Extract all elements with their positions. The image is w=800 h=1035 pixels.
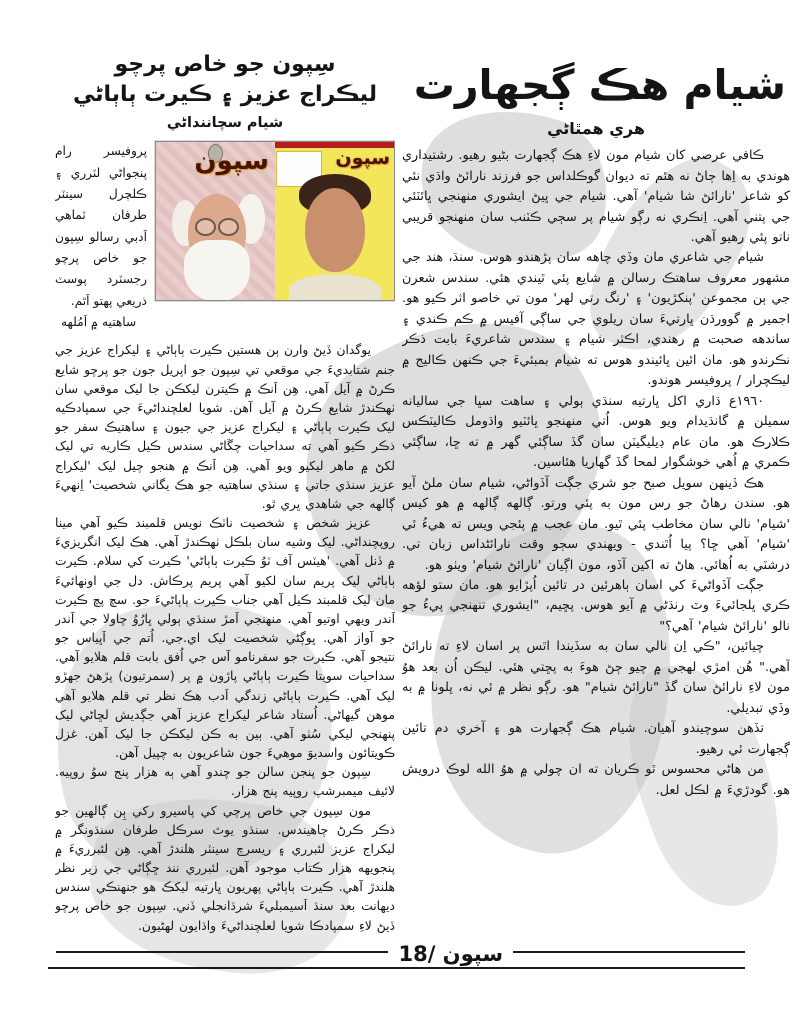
side-note	[55, 141, 147, 333]
portrait-glasses	[194, 218, 240, 234]
side-note-text: پروفيسر رام پنجواڻي لٽرري ۽ ڪلچرل سينٽر طرفان ٽماهي اَدبي رسالو سِپون جو خاص پرچو رجسٽرد پوسٽ ذريعي پهتو اَٿم.	[55, 144, 147, 308]
sipoon-cover-young-portrait	[275, 142, 394, 300]
article-paragraph: ڪافي عرصي کان شيام مون لاءِ هڪ ڳجھارت بڻيو رهيو. رشتيداري هوندي به اِها ڄاڻ نه هئم ته ديوان گوڪلداس جو فرزند نارائڻ واڌي نئي کو شاعر 'نارائڻ شا شيام' آهي. شيام جي ڀيڻ ايشوري منهنجي ڀائٽئي جي پتني آهي. اِنڪري نه رڳو شيام پر سڄي ڪٽنب سان منهنجو قريبي ناتو پئي رهيو آهي.	[402, 148, 790, 246]
article-column	[402, 62, 790, 942]
review-paragraph: يوگدان ڏيڻ وارن ٻن هستين ڪيرت ٻاٻاڻي ۽ ليکراج عزيز جي جنم شتابديءَ جي موقعي تي سِپون جو اپريل جون جو پرچو شايع ڪرڻ ۾ آيل آهي. هِن اَنڪ ۾ ڪيترن ليکڪن جا ليک موقعي سان ٺهڪندڙ شايع ڪرڻ ۾ آيل آهن. شويا لعلچنداڻيءَ جي سمپادڪيه ليک ڪيرت ٻاٻاڻي ۽ ليکراج عزيز جي جيون ۽ ساهتيڪ سفر جو ذڪر ڪيو آهي ته سداحيات چڱاڻي سندس ڪيل ڪاريه تي ليک لکڻ ۾ ماهر ليکيو ويو آهي. هِن اَنڪ ۾ هنجو چيل ليک 'ليکراج عزيز سنڌي جاتي ۽ سنڌي ساهتيه جو هڪ يگاني شخصيت' اِنهيءَ ڳالهه جي شاهدي ڀري ٿو.	[55, 343, 395, 511]
review-paragraph: مون سِپون جي خاص پرچي کي پاسيرو رکي ٻِن ڳالهين جو ذڪر ڪرڻ چاهيندس. سنڌو يوٿ سرڪل طرفان سنڌونگر ۾ ليکراج عزيز لئبرري ۽ ريسرچ سينٽر هلندڙ آهي. هِن لئبرريءَ ۾ پنجويهه هزار ڪتاب موجود آهن. لئبرري نند ڇڳاڻي جي زير نظر هلندڙ آهي. ڪيرت ٻاٻاڻي پهريون ڀارتيه ليکڪ هو جنهنڪي سندس ديهانت بعد سنڌ اَسيمبليءَ شرڌانجلي ڏني. سِپون جو خاص پرچو ڏيڻ لاءِ سمپادڪا شويا لعلچنداڻيءَ واڌايون لهڻيون.	[55, 803, 395, 933]
review-paragraph: عزيز شخص ۽ شخصيت ناٽڪ نويس قلمبند ڪيو آهي مينا روپچنداڻي. ليک وشيه سان بلڪل ٺهڪندڙ آهي. هڪ ليک انگريزيءَ ۾ ڏنل آهي. 'هيٽس آف ٽوُ ڪيرت ٻاٻاڻي' ڪيرت کي سلام. ڪيرت ٻاٻاڻي ليک پريم سان لکيو آهي پريم پرڪاش. دل جي اونهائيءَ مان ليک قلمبند ڪيل آهي جناب ڪيرت ٻاٻاڻيءَ جو. سچ پچ ڪيرت اَندر ويهي اوتيو آهي. منهنجي اَمڙ سنڌي ٻولي ڀارُوُ چاولا جي اَندر جو آواز آهي. ڀوڳڻي شخصيت ليک اي.جي. اُتم جي اَڀياس جو نتيجو آهي. ڪيرت جو سفرنامو آس جي اُفق بابت قلم هلايو آهي. سداحيات سويتا ڪيرت ٻاٻاڻي پاڙون ۾ پر (سمرتيون) پڙهڻ جهڙو ليک آهي. ڪيرت ٻاٻاڻي زندگي اَدب هڪ نظر تي قلم هلايو آهي موهن گيهاڻي. اُستاد شاعر ليکراج عزيز آهي جڳديش لڇاڻي ليک پنهنجي ليکي سُٺو آهي. ٻين به ڪن ليکڪن جا ليک آهن. غزل ڪويتائون واسديوَ موهيءَ جون شاعريون به چپيل آهن.	[55, 516, 395, 761]
review-heading-line1: سِپون جو خاص پرچو	[114, 52, 336, 77]
review-author: شيام سچاننداڻي	[166, 115, 284, 132]
portrait-white-beard	[184, 240, 250, 300]
article-title: شيام هڪ ڳجھارت	[413, 62, 786, 109]
review-paragraph: سِپون جو پنجن سالن جو چندو آهي ٻه هزار پنج سوُ روپيه. لائيف ميمبرشپ روپيه پنج هزار.	[55, 765, 395, 799]
article-body	[402, 146, 790, 801]
page-footer	[48, 942, 745, 974]
sipoon-cover-elder-portrait	[156, 142, 275, 300]
article-paragraph: ١٩٦٠ع ڌاري اکل ڀارتيه سنڌي ٻولي ۽ ساهت سڀا جي ساليانه سميلن ۾ گانڌيدام ويو هوس. اُتي منهنجو ڀائٽيو واڌومل ڪاليٽڪس ڪلارڪ هو. مان عام ڊيليگيٽن سان گڏ ساڳئي گهر ۾ ته ڇا، ساڳئي ڪمري ۾ اُهي خوشگوار لمحا گڏ گهاريا هئاسين.	[402, 393, 790, 471]
article-paragraph: تڏهن سوچيندو آهيان. شيام هڪ ڳجھارت هو ۽ آخري دم تائين ڳجھارت ئي رهيو.	[402, 721, 790, 757]
review-heading	[55, 50, 395, 131]
covers-and-note	[55, 141, 395, 333]
article-byline: هري همٿاڻي	[547, 119, 645, 139]
page-number: سپون /18	[388, 942, 513, 966]
article-paragraph: هڪ ڏينهن سويل صبح جو شري جڳت آڏواڻي، شيام سان ملڻ آيو هو. سندن رهاڻ جو رس مون به پئي ورتو. ڳالهه ڳالهه ۾ هو کيس 'شيام' نالي سان مخاطب پئي ٿيو. مان عجب ۾ پئجي ويس ته هيءُ ئي 'شيام' آهي ڇا؟ پيا اُٿندي - ويهندي سڄو وقت نارائڻداس زبان تي. درشٽي به اُهائي. هاڻ ته اکين آڏو، مون اڳيان 'نارائڻ شيام' ويٺو هو.	[402, 475, 790, 573]
sipoon-masthead: سپون	[194, 146, 269, 177]
article-paragraph: من هاڻي محسوس ٿو ڪريان ته ان چولي ۾ هوُ الله لوڪ درويش هو. گودڙيءَ ۾ لڪل لعل.	[402, 762, 790, 798]
review-column	[55, 50, 395, 948]
magazine-covers-photo	[155, 141, 395, 301]
article-paragraph: جڳت آڏواڻيءَ کي اسان ٻاهرئين در تائين اُپڙايو هو. مان ستو لؤهه ڪري ڀلجائيءَ وٽ رنڌڻي ۾ آيو هوس. پڇيم، "ايشوري تنهنجي پيءُ جو نالو 'نارائڻ شيام' آهي؟"	[402, 577, 790, 634]
article-paragraph: چيائين، "ڪي اِن نالي سان به سڏيندا اٿس پر اسان لاءِ ته نارائڻ آهي." هُن امڙي لهجي ۾ چيو ڄڻ هوءَ به پڇتي هئي. ليڪن اُن بعد هوُ مون لاءِ نارائڻ سان گڏ "نارائڻ شيام" هو. رڳو نظر ۾ ئي نه، ڀلونا ۾ به وڏي تبديلي.	[402, 639, 790, 716]
portrait-shirt	[289, 274, 381, 300]
portrait-face	[305, 188, 365, 272]
side-note-tail: ساهتيه ۾ اَمُلهه	[61, 315, 137, 330]
article-paragraph: شيام جي شاعري مان وڏي چاهه سان پڙهندو هوس. سنڌ، هند جي مشهور معروف ساهتڪ رسالن ۾ شايع پئي ٿيندي هئي. سندس شعرن جي ٻن مجموعن 'پنکڙيون' ۽ 'رنگ رتي لهر' مون تي خاصو اثر ڪيو هو. اجمير ۾ گوورڌن ڀارتيءَ سان ريلوي جي ساڳي آفيس ۾ ڪم ڪندي ۽ ساندهه صحبت ۾ رهندي، اڪثر شيام ۽ سندس شاعريءَ بابت ذڪر نڪرندو هو. مان ائين ڀائيندو هوس ته شيام بمبئيءَ جي ڪنهن ڪاليج ۾ ليڪچرار / پروفيسر هوندو.	[402, 250, 790, 389]
review-body	[55, 341, 395, 935]
sipoon-masthead: سپون	[335, 147, 390, 170]
footer-rule	[48, 967, 745, 969]
review-heading-line2: ليڪراج عزيز ۽ ڪيرت ٻاٻاڻي	[72, 81, 378, 107]
